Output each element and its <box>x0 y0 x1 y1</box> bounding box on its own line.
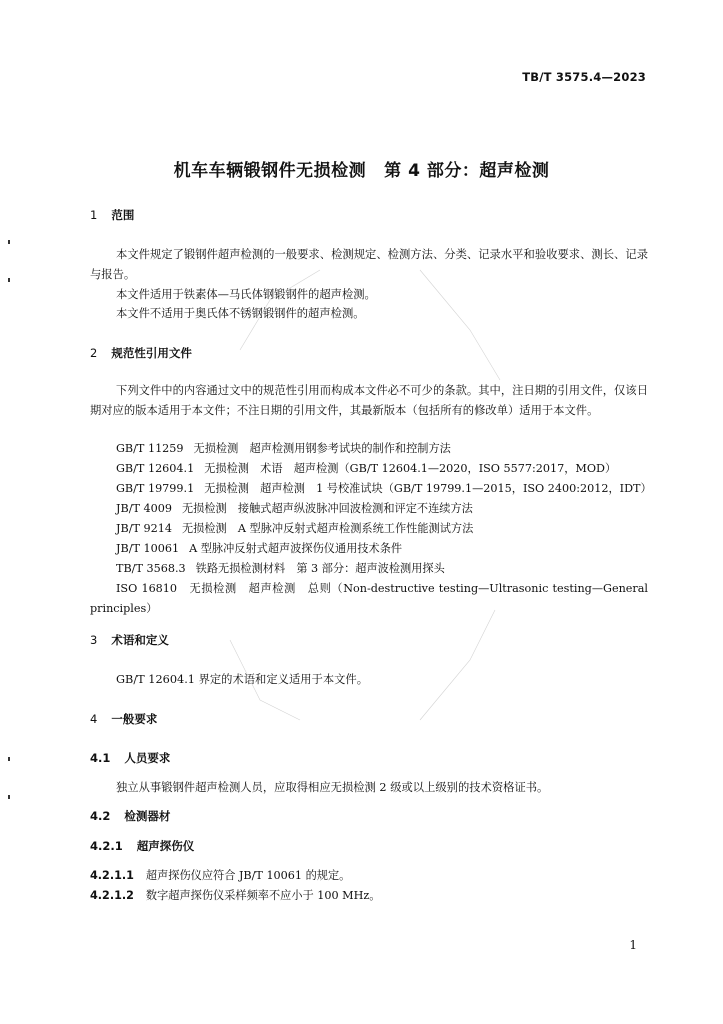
reference-item: GB/T 19799.1 无损检测 超声检测 1 号校准试块（GB/T 19799.1—2015，ISO 2400:2012，IDT） <box>116 482 652 495</box>
section-2-intro: 下列文件中的内容通过文中的规范性引用而构成本文件必不可少的条款。其中，注日期的引用文件，仅该日期对应的版本适用于本文件；不注日期的引用文件，其最新版本（包括所有的修改单）适用于本文件。 <box>90 384 648 417</box>
standard-number: TB/T 3575.4—2023 <box>522 70 646 84</box>
section-4-2-heading: 4.2 检测器材 <box>90 809 171 823</box>
section-4-heading: 4 一般要求 <box>90 712 158 726</box>
reference-item: GB/T 12604.1 无损检测 术语 超声检测（GB/T 12604.1—2020，ISO 5577:2017，MOD） <box>116 462 617 475</box>
reference-item: JB/T 4009 无损检测 接触式超声纵波脉冲回波检测和评定不连续方法 <box>116 502 473 515</box>
reference-item: GB/T 11259 无损检测 超声检测用钢参考试块的制作和控制方法 <box>116 442 451 455</box>
title-main: 机车车辆锻钢件无损检测 <box>173 161 367 181</box>
section-1-para-3: 本文件不适用于奥氏体不锈钢锻钢件的超声检测。 <box>116 307 365 320</box>
section-1-para-1: 本文件规定了锻钢件超声检测的一般要求、检测规定、检测方法、分类、记录水平和验收要求、测长、记录与报告。 <box>90 248 648 281</box>
page-number: 1 <box>629 938 637 952</box>
section-2-heading: 2 规范性引用文件 <box>90 346 192 360</box>
section-4-2-1-heading: 4.2.1 超声探伤仪 <box>90 839 195 853</box>
section-1-para-2: 本文件适用于铁素体—马氏体钢锻钢件的超声检测。 <box>116 288 376 301</box>
reference-item: JB/T 10061 A 型脉冲反射式超声波探伤仪通用技术条件 <box>116 542 403 555</box>
reference-item: TB/T 3568.3 铁路无损检测材料 第 3 部分：超声波检测用探头 <box>116 562 445 575</box>
section-4-1-heading: 4.1 人员要求 <box>90 751 171 765</box>
section-3-para: GB/T 12604.1 界定的术语和定义适用于本文件。 <box>116 673 369 686</box>
reference-item-iso: ISO 16810 无损检测 超声检测 总则（Non-destructive testing—Ultrasonic testing—General principles） <box>90 582 648 615</box>
reference-item: JB/T 9214 无损检测 A 型脉冲反射式超声检测系统工作性能测试方法 <box>116 522 474 535</box>
clause-4-2-1-2: 4.2.1.2 数字超声探伤仪采样频率不应小于 100 MHz。 <box>90 889 381 902</box>
clause-4-2-1-1: 4.2.1.1 超声探伤仪应符合 JB/T 10061 的规定。 <box>90 869 351 882</box>
title-part: 第 4 部分：超声检测 <box>384 161 550 181</box>
section-1-heading: 1 范围 <box>90 208 135 222</box>
section-4-1-para: 独立从事锻钢件超声检测人员，应取得相应无损检测 2 级或以上级别的技术资格证书。 <box>116 781 549 794</box>
section-3-heading: 3 术语和定义 <box>90 633 169 647</box>
